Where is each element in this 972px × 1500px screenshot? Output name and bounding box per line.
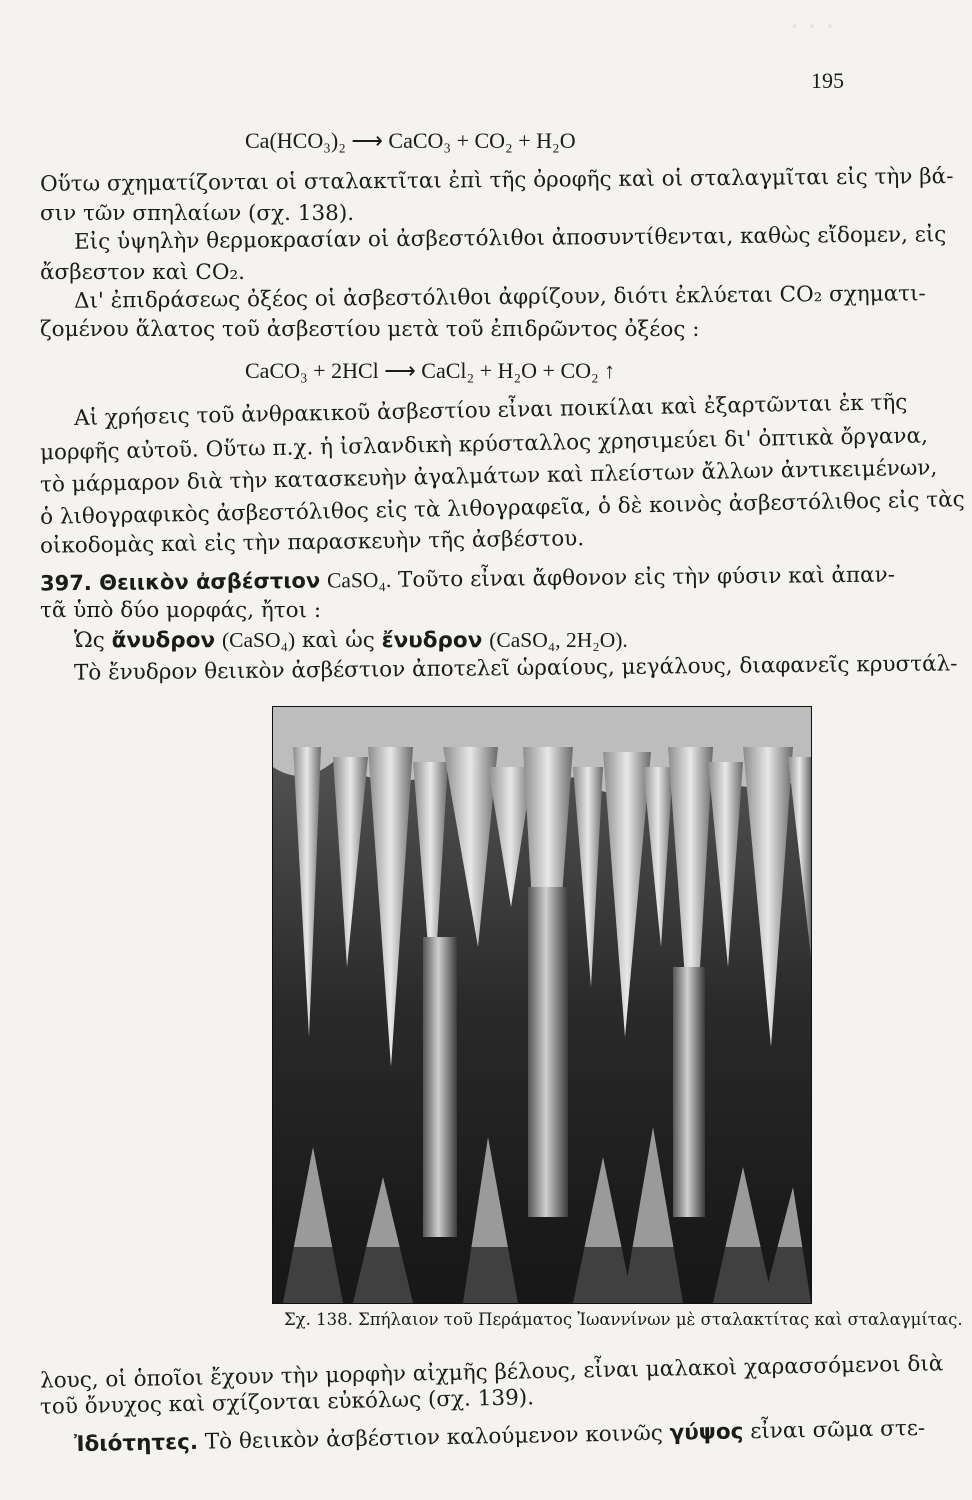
text-line: Οὕτω σχηματίζονται οἱ σταλακτῖται ἐπὶ τῆς ὀροφῆς καὶ οἱ σταλαγμῖται εἰς τὴν βά- <box>39 164 954 197</box>
figure-caption: Σχ. 138. Σπήλαιον τοῦ Περάματος Ἰωαννίνων μὲ σταλακτίτας καὶ σταλαγμίτας. <box>284 1310 963 1329</box>
text-line: ἄσβεστον καὶ CO₂. <box>40 260 245 285</box>
text-line: σιν τῶν σπηλαίων (σχ. 138). <box>40 201 355 226</box>
text-line: Δι' ἐπιδράσεως ὀξέος οἱ ἀσβεστόλιθοι ἀφρίζουν, διότι ἐκλύεται CO₂ σχηματι- <box>73 281 926 314</box>
cave-photograph <box>272 706 812 1304</box>
text-line: Αἱ χρήσεις τοῦ ἀνθρακικοῦ ἀσβεστίου εἶναι ποικίλαι καὶ ἐξαρτῶνται ἐκ τῆς <box>73 390 908 431</box>
equation-bicarbonate-decomposition: Ca(HCO₃)₂ ⟶ CaCO₃ + CO₂ + H₂O <box>245 128 576 153</box>
text-line: λους, οἱ ὁποῖοι ἔχουν τὴν μορφὴν αἰχμῆς βέλους, εἶναι μαλακοὶ χαρασσόμενοι διὰ <box>39 1351 944 1394</box>
term-anhydrous: ἄνυδρον <box>111 628 216 653</box>
properties-line <box>74 1416 926 1458</box>
text-line: μορφῆς αὐτοῦ. Οὕτω π.χ. ἡ ἰσλανδικὴ κρύσταλλος χρησιμεύει δι' ὀπτικὰ ὄργανα, <box>39 423 929 466</box>
text-line: οἰκοδομὰς καὶ εἰς τὴν παρασκευὴν τῆς ἀσβέστου. <box>39 526 585 559</box>
section-text: Τοῦτο εἶναι ἄφθονον εἰς τὴν φύσιν καὶ ἀπαν- <box>397 562 896 593</box>
term-gypsum: γύψος <box>669 1419 744 1446</box>
text-line: τοῦ ὄνυχος καὶ σχίζονται εὐκόλως (σχ. 139). <box>39 1385 535 1420</box>
page-number: 195 <box>811 68 844 93</box>
text-line: Εἰς ὑψηλὴν θερμοκρασίαν οἱ ἀσβεστόλιθοι ἀποσυντίθενται, καθὼς εἴδομεν, εἰς <box>73 222 947 255</box>
text-line: Τὸ ἔνυδρον θειικὸν ἀσβέστιον ἀποτελεῖ ὡραίους, μεγάλους, διαφανεῖς κρυστάλ- <box>73 651 958 686</box>
section-formula: CaSO₄. <box>326 567 392 593</box>
text: Ὡς <box>74 628 105 653</box>
formula-hydrous: (CaSO₄, 2H₂O). <box>489 628 628 652</box>
text: εἶναι σῶμα στε- <box>749 1415 926 1445</box>
bleed-through: · · · <box>790 10 835 43</box>
section-heading-line <box>40 562 895 598</box>
text-line: τᾶ ὑπὸ δύο μορφάς, ἤτοι : <box>40 598 322 623</box>
text: Τὸ θειικὸν ἀσβέστιον καλούμενον κοινῶς <box>204 1420 664 1455</box>
text-line: ζομένου ἅλατος τοῦ ἀσβεστίου μετὰ τοῦ ἐπιδρῶντος ὀξέος : <box>40 317 700 342</box>
text-line: τὸ μάρμαρον διὰ τὴν κατασκευὴν ἀγαλμάτων καὶ πλείστων ἄλλων ἀντικειμένων, <box>39 455 938 498</box>
term-hydrous: ἔνυδρον <box>381 628 483 653</box>
section-title: 397. Θειικὸν ἀσβέστιον <box>39 568 321 596</box>
text-line: ὁ λιθογραφικὸς ἀσβεστόλιθος εἰς τὰ λιθογραφεῖα, ὁ δὲ κοινὸς ἀσβεστόλιθος εἰς τὰς <box>39 487 965 530</box>
stalactite-image <box>273 707 811 1303</box>
forms-line <box>74 627 628 654</box>
formula-anhydrous: (CaSO₄) <box>221 628 296 652</box>
properties-label: Ἰδιότητες. <box>73 1429 199 1458</box>
equation-acid-reaction: CaCO₃ + 2HCl ⟶ CaCl₂ + H₂O + CO₂ ↑ <box>245 358 616 383</box>
text: καὶ ὡς <box>301 628 375 653</box>
